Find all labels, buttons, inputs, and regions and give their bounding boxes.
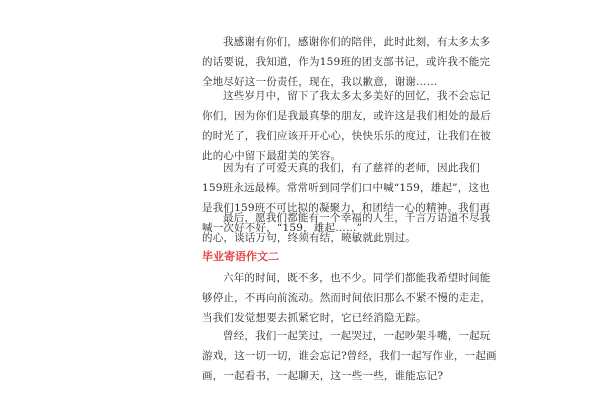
text-line: 最后，愿我们都能有一个幸福的人生，千言万语道不尽我 [223, 212, 491, 224]
paragraph-six-years [202, 268, 491, 328]
text-line: 曾经，我们一起笑过，一起哭过，一起吵架斗嘴，一起玩 [223, 330, 491, 342]
text-line: 的心，谈话万句，终须有结，曉敏就此别过。 [202, 232, 416, 244]
text-line: 喊一次好不好，“159，雄起……” [202, 222, 363, 234]
text-line: 游戏，这一切一切，谁会忘记?曾经，我们一起写作业，一起画 [202, 350, 497, 362]
text-line: 当我们发觉想要去抓紧它时，它已经消隐无踪。 [202, 312, 427, 324]
text-line: 是我们159班不可比拟的凝聚力，和团结一心的精神。我们再 [202, 202, 491, 214]
text-line: 六年的时间，既不多，也不少。同学们都能我希望时间能 [223, 272, 491, 284]
text-line: 画，一起看书，一起聊天，这一些一些，谁能忘记? [202, 370, 444, 382]
text-line: 因为有了可爱天真的我们，有了慈祥的老师，因此我们 [223, 162, 480, 174]
section-heading: 毕业寄语作文二 [202, 250, 279, 263]
text-line: 此的心中留下最甜美的笑容。 [202, 150, 342, 162]
text-line: 这些岁月中，留下了我太多太多美好的回忆，我不会忘记 [223, 90, 491, 102]
text-line: 的话要说，我知道，作为159班的团支部书记，或许我不能完 [202, 56, 491, 68]
text-line: 你们，因为你们是我最真挚的朋友，或许这是我们相处的最后 [202, 110, 491, 122]
paragraph-memories [202, 86, 491, 166]
text-line: 的时光了，我们应该开开心心，快快乐乐的度过，让我们在彼 [202, 130, 491, 142]
text-line: 159班永远最棒。常常听到同学们口中喊“159，雄起”，这也 [202, 182, 490, 194]
text-line: 全地尽好这一份责任，现在，我以歉意，谢谢…… [202, 76, 438, 88]
text-line: 够停止，不再向前流动。然而时间依旧那么不紧不慢的走走， [202, 292, 491, 304]
text-line: 我感谢有你们，感谢你们的陪伴，此时此刻，有太多太多 [223, 36, 491, 48]
paragraph-together [202, 326, 497, 386]
paragraph-gratitude [202, 32, 491, 92]
